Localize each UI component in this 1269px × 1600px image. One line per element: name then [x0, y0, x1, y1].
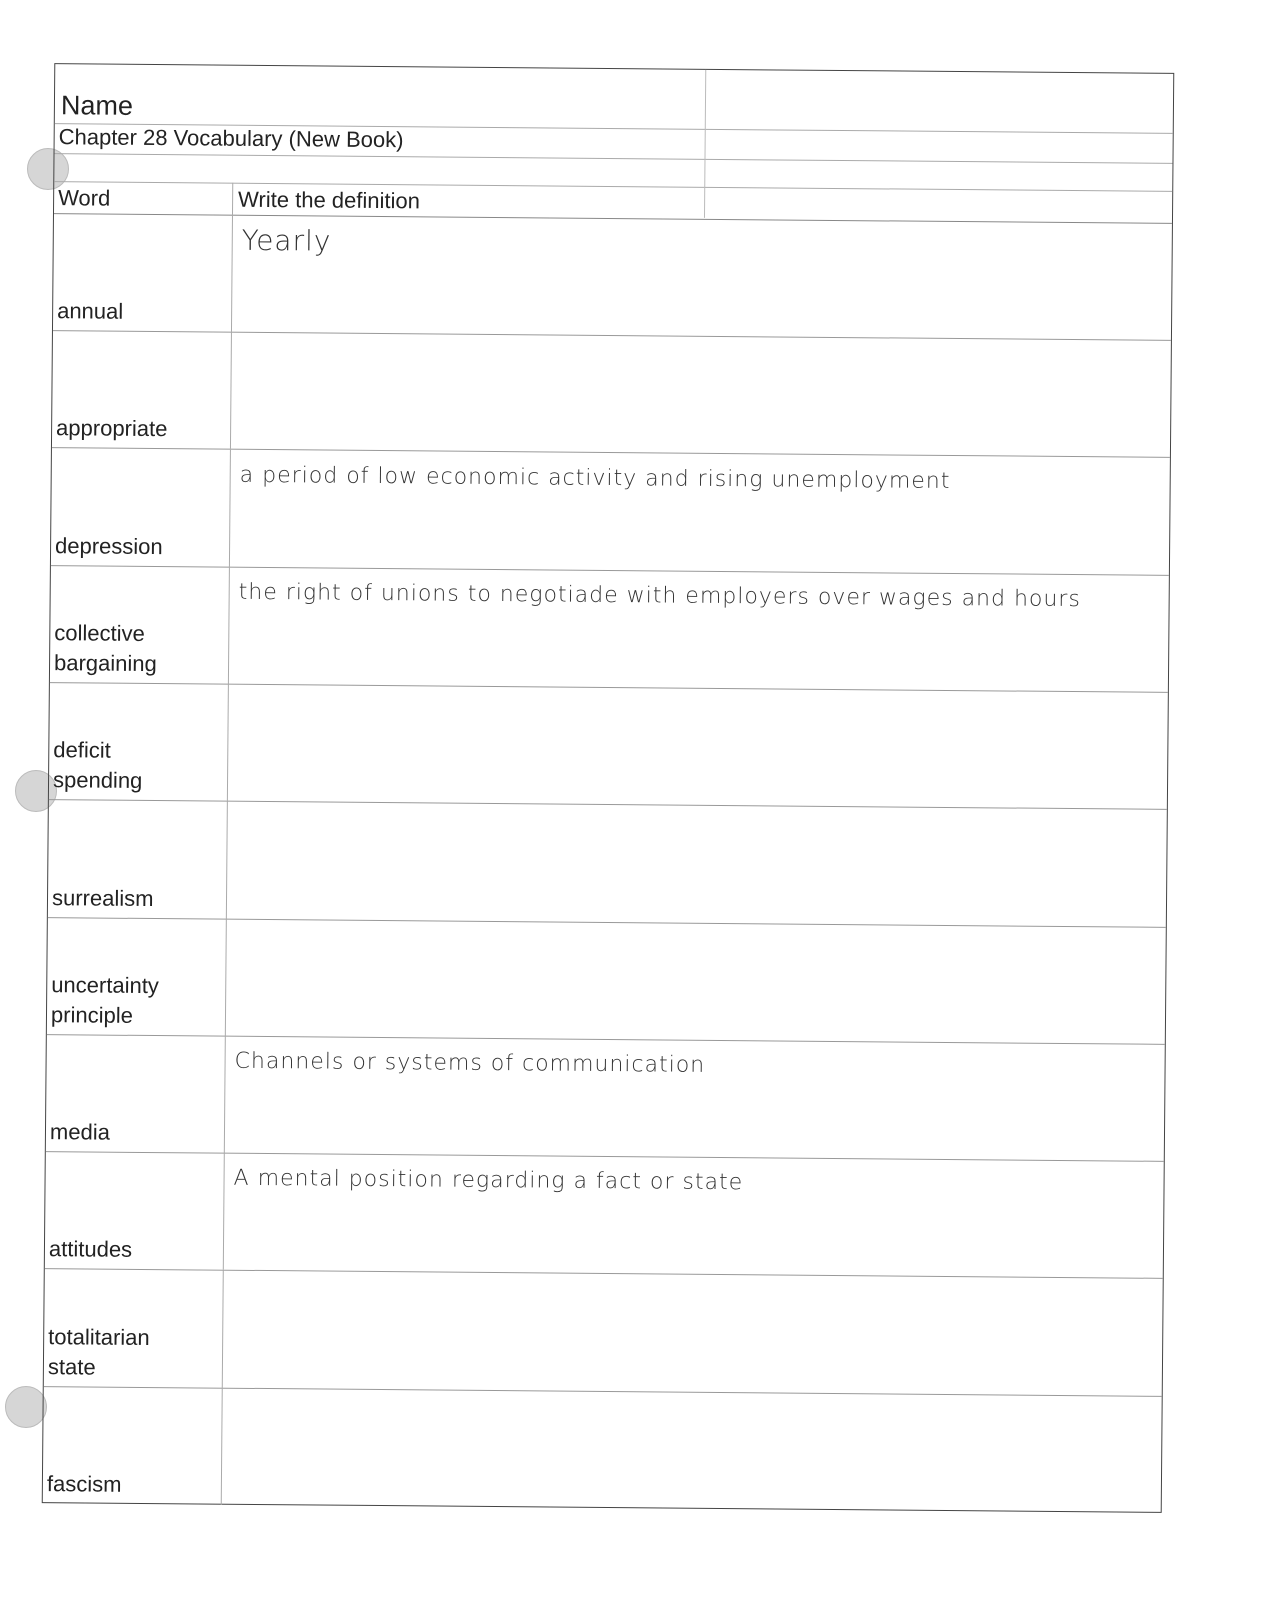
table-row [52, 330, 1171, 458]
definition-field[interactable]: Yearly [241, 223, 332, 258]
definition-field[interactable] [237, 811, 1147, 819]
word-cell [46, 1034, 226, 1153]
table-row [43, 1386, 1162, 1513]
vocab-table [43, 213, 1172, 1512]
column-header-word: Word [58, 185, 111, 211]
table-row [51, 448, 1170, 576]
definition-field[interactable] [233, 1280, 1143, 1288]
word-cell [49, 682, 229, 801]
table-row [48, 800, 1167, 928]
definition-field[interactable]: the right of unions to negotiade with employers over wages and hours [238, 579, 1081, 613]
word-cell [53, 213, 233, 332]
vocab-word: surrealism [51, 884, 154, 911]
name-label: Name [60, 90, 134, 121]
definition-field[interactable] [232, 1398, 1142, 1406]
vocabulary-worksheet [42, 63, 1175, 1513]
word-cell [52, 330, 232, 449]
table-row [53, 213, 1172, 341]
table-row [49, 682, 1168, 810]
vocab-word: annual [57, 298, 124, 324]
word-cell [43, 1386, 223, 1505]
word-cell [48, 800, 228, 919]
table-row [44, 1269, 1163, 1397]
definition-field[interactable]: A mental position regarding a fact or state [233, 1166, 744, 1196]
divider [55, 64, 1173, 134]
table-row [45, 1151, 1164, 1279]
definition-field[interactable] [238, 694, 1148, 702]
table-row [50, 565, 1169, 693]
vocab-word: depression [54, 532, 163, 559]
vocab-word: appropriate [56, 415, 168, 442]
word-cell [50, 565, 230, 684]
word-cell [47, 917, 227, 1036]
vocab-word: media [49, 1119, 111, 1145]
table-row [46, 1034, 1165, 1162]
definition-field[interactable] [241, 342, 1151, 350]
table-row [47, 917, 1166, 1045]
vocab-word: fascism [46, 1471, 122, 1497]
word-cell [44, 1269, 224, 1388]
definition-field[interactable] [236, 929, 1146, 937]
worksheet-title: Chapter 28 Vocabulary (New Book) [58, 124, 404, 153]
vocab-word: deficit spending [52, 737, 143, 794]
column-header-definition: Write the definition [238, 186, 421, 214]
vocab-word: uncertainty principle [50, 971, 159, 1028]
vocab-word: collective bargaining [53, 620, 157, 676]
word-cell [45, 1151, 225, 1270]
definition-field[interactable]: Channels or systems of communication [234, 1048, 706, 1078]
word-cell [51, 448, 231, 567]
punch-hole [5, 1386, 47, 1428]
vocab-word: totalitarian state [47, 1323, 150, 1380]
vocab-word: attitudes [48, 1236, 133, 1263]
definition-field[interactable]: a period of low economic activity and rising unemployment [239, 462, 951, 494]
